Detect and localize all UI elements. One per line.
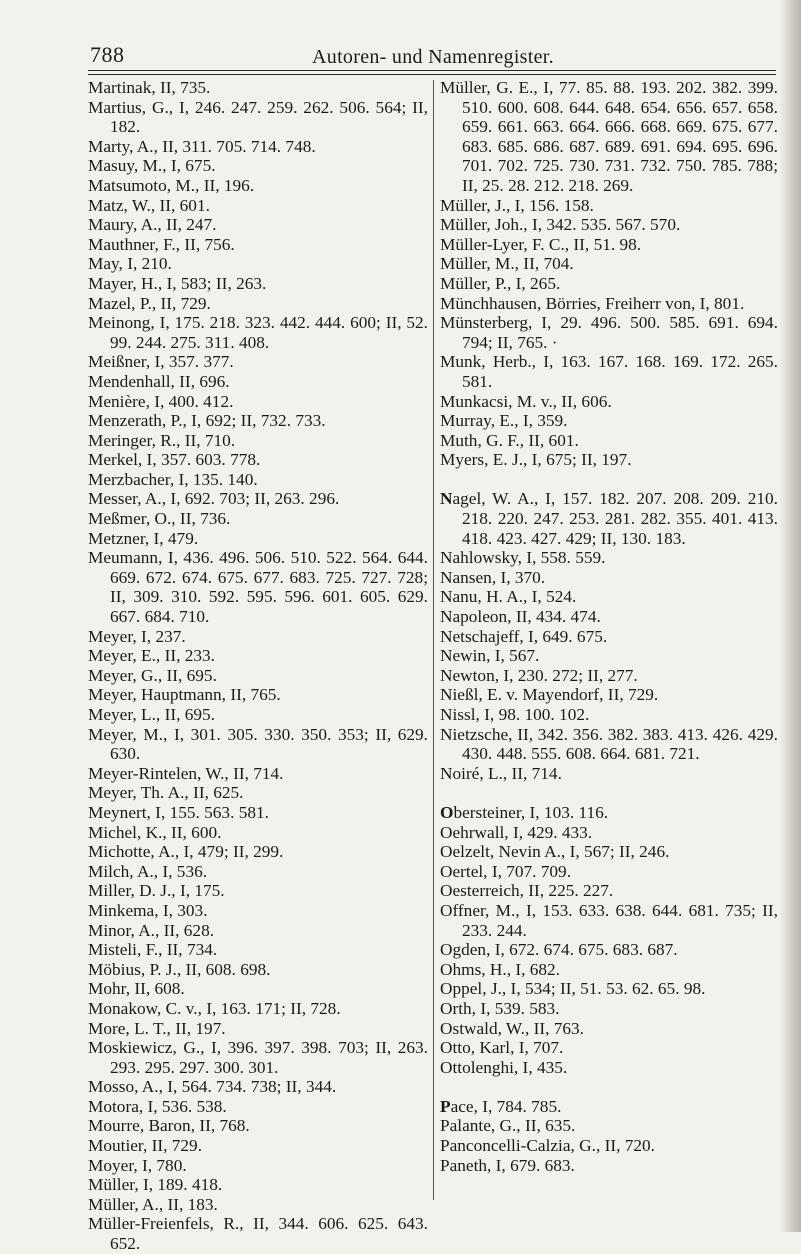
page-edge-shadow <box>779 0 801 1232</box>
group-gap <box>440 470 778 490</box>
index-entry: May, I, 210. <box>88 254 172 274</box>
index-entry: Murray, E., I, 359. <box>440 411 568 431</box>
index-entry: Moyer, I, 780. <box>88 1155 187 1175</box>
index-entry: Meßmer, O., II, 736. <box>88 509 231 529</box>
index-entry: Paneth, I, 679. 683. <box>440 1155 575 1175</box>
index-entry: Oertel, I, 707. 709. <box>440 861 572 881</box>
index-entry: Müller, I, 189. 418. <box>88 1175 223 1195</box>
index-entry: Nahlowsky, I, 558. 559. <box>440 548 606 568</box>
index-entry: Netschajeff, I, 649. 675. <box>440 626 608 646</box>
index-entry: Mendenhall, II, 696. <box>88 371 230 391</box>
index-entry: More, L. T., II, 197. <box>88 1018 226 1038</box>
index-entry: Meyer, M., I, 301. 305. 330. 350. 353; II, 629. 630. <box>88 724 428 764</box>
index-entry: Michotte, A., I, 479; II, 299. <box>88 842 284 862</box>
index-entry: Napoleon, II, 434. 474. <box>440 607 601 627</box>
index-entry: Minor, A., II, 628. <box>88 920 215 940</box>
index-entry: Ohms, H., I, 682. <box>440 959 561 979</box>
index-entry: Oesterreich, II, 225. 227. <box>440 881 614 901</box>
section-initial: P <box>440 1096 451 1116</box>
index-entry: Nissl, I, 98. 100. 102. <box>440 705 590 724</box>
index-entry: Merkel, I, 357. 603. 778. <box>88 450 261 470</box>
index-entry: Michel, K., II, 600. <box>88 822 222 842</box>
running-title: Autoren- und Namenregister. <box>312 46 554 68</box>
index-entry: Misteli, F., II, 734. <box>88 940 218 960</box>
index-column-left <box>88 78 428 1254</box>
index-entry: Munkacsi, M. v., II, 606. <box>440 391 612 411</box>
index-entry: Newin, I, 567. <box>440 646 540 666</box>
index-entry: Nagel, W. A., I, 157. 182. 207. 208. 209. 210. 218. 220. 247. 253. 281. 282. 355. 401. 413. 418. 423. 427. 429; II, 130. 183. <box>440 489 778 548</box>
index-entry: Oehrwall, I, 429. 433. <box>440 822 593 842</box>
index-entry: Meyer, G., II, 695. <box>88 665 217 685</box>
index-group-p <box>440 1097 778 1175</box>
index-entry: Panconcelli-Calzia, G., II, 720. <box>440 1136 655 1156</box>
index-entry: Müller, P., I, 265. <box>440 273 561 293</box>
index-entry: Nansen, I, 370. <box>440 567 546 587</box>
index-entry: Mourre, Baron, II, 768. <box>88 1116 250 1136</box>
index-entry: Matz, W., II, 601. <box>88 195 210 215</box>
index-entry: Nietzsche, II, 342. 356. 382. 383. 413. 426. 429. 430. 448. 555. 608. 664. 681. 721. <box>440 724 778 764</box>
index-entry: Messer, A., I, 692. 703; II, 263. 296. <box>88 489 340 509</box>
index-entry: Müller, A., II, 183. <box>88 1194 218 1214</box>
index-entry: Müller, Joh., I, 342. 535. 567. 570. <box>440 215 681 235</box>
index-entry: Mayer, H., I, 583; II, 263. <box>88 273 267 293</box>
index-entry: Mosso, A., I, 564. 734. 738; II, 344. <box>88 1077 337 1097</box>
index-entry: Menzerath, P., I, 692; II, 732. 733. <box>88 411 326 431</box>
index-entry: Palante, G., II, 635. <box>440 1116 576 1136</box>
group-gap <box>440 1077 778 1097</box>
index-entry: Müller, G. E., I, 77. 85. 88. 193. 202. 382. 399. 510. 600. 608. 644. 648. 654. 656. 657. 658. 659. 661. 663. 664. 666. 668. 669. 675. 677. 683. 685. 686. 687. 689. 691. 694. 695. 696. 701. 702. 725. 730. 731. 732. 750. 785. 788; II, 25. 28. 212. 218. 269. <box>440 78 778 195</box>
index-entry: Offner, M., I, 153. 633. 638. 644. 681. 735; II, 233. 244. <box>440 900 778 940</box>
index-entry: Mazel, P., II, 729. <box>88 293 211 313</box>
index-entry: Masuy, M., I, 675. <box>88 156 216 176</box>
index-entry: Moutier, II, 729. <box>88 1136 203 1156</box>
index-entry: Meyer-Rintelen, W., II, 714. <box>88 763 284 783</box>
index-entry: Mauthner, F., II, 756. <box>88 234 235 254</box>
index-entry: Metzner, I, 479. <box>88 528 199 548</box>
index-entry: Newton, I, 230. 272; II, 277. <box>440 665 638 685</box>
index-entry: Mohr, II, 608. <box>88 979 185 999</box>
section-initial: O <box>440 802 454 822</box>
index-entry: Meynert, I, 155. 563. 581. <box>88 802 269 822</box>
index-entry: Meyer, L., II, 695. <box>88 705 215 724</box>
index-entry: Noiré, L., II, 714. <box>440 763 562 783</box>
index-entry: Monakow, C. v., I, 163. 171; II, 728. <box>88 998 341 1018</box>
index-entry: Munk, Herb., I, 163. 167. 168. 169. 172. 265. 581. <box>440 352 778 391</box>
index-entry: Oppel, J., I, 534; II, 51. 53. 62. 65. 98. <box>440 979 706 999</box>
index-entry: Meyer, Hauptmann, II, 765. <box>88 685 281 705</box>
index-entry: Myers, E. J., I, 675; II, 197. <box>440 450 632 470</box>
index-entry: Otto, Karl, I, 707. <box>440 1038 564 1058</box>
index-group-m <box>440 78 778 470</box>
index-group-n <box>440 489 778 783</box>
index-entry: Müller-Freienfels, R., II, 344. 606. 625. 643. 652. <box>88 1214 428 1254</box>
index-entry: Münsterberg, I, 29. 496. 500. 585. 691. 694. 794; II, 765. · <box>440 313 778 352</box>
index-entry: Menière, I, 400. 412. <box>88 391 234 411</box>
index-entry: Meyer, I, 237. <box>88 626 186 646</box>
index-group-o <box>440 803 778 1077</box>
index-entry: Motora, I, 536. 538. <box>88 1096 227 1116</box>
index-entry: Meyer, E., II, 233. <box>88 646 215 666</box>
index-entry: Miller, D. J., I, 175. <box>88 881 225 901</box>
index-entry: Münchhausen, Börries, Freiherr von, I, 801. <box>440 293 745 313</box>
index-entry: Müller, J., I, 156. 158. <box>440 195 594 215</box>
column-divider <box>433 80 434 1200</box>
index-entry: Ottolenghi, I, 435. <box>440 1057 568 1077</box>
index-entry: Ostwald, W., II, 763. <box>440 1018 585 1038</box>
index-entry: Marty, A., II, 311. 705. 714. 748. <box>88 136 316 156</box>
index-entry: Möbius, P. J., II, 608. 698. <box>88 959 271 979</box>
index-entry: Obersteiner, I, 103. 116. <box>440 802 609 822</box>
group-gap <box>440 783 778 803</box>
index-entry: Muth, G. F., II, 601. <box>440 430 579 450</box>
index-entry: Ogden, I, 672. 674. 675. 683. 687. <box>440 940 678 960</box>
index-entry: Meißner, I, 357. 377. <box>88 352 234 372</box>
index-entry: Meringer, R., II, 710. <box>88 430 236 450</box>
index-entry: Matsumoto, M., II, 196. <box>88 175 255 195</box>
page-number: 788 <box>90 42 125 67</box>
index-entry: Meumann, I, 436. 496. 506. 510. 522. 564. 644. 669. 672. 674. 675. 677. 683. 725. 727. 728; II, 309. 310. 592. 595. 596. 601. 605. 629. 667. 684. 710. <box>88 548 428 627</box>
index-entry: Martius, G., I, 246. 247. 259. 262. 506. 564; II, 182. <box>88 97 428 137</box>
index-entry: Meyer, Th. A., II, 625. <box>88 783 244 803</box>
index-entry: Orth, I, 539. 583. <box>440 998 560 1018</box>
index-entry: Nanu, H. A., I, 524. <box>440 587 577 607</box>
section-initial: N <box>440 489 453 509</box>
index-entry: Oelzelt, Nevin A., I, 567; II, 246. <box>440 842 670 862</box>
index-entry: Maury, A., II, 247. <box>88 215 217 235</box>
header-rule <box>88 70 776 75</box>
index-entry: Nießl, E. v. Mayendorf, II, 729. <box>440 685 659 705</box>
index-entry: Minkema, I, 303. <box>88 900 208 920</box>
index-entry: Merzbacher, I, 135. 140. <box>88 469 258 489</box>
page-header <box>88 42 778 70</box>
index-column-right <box>440 78 778 1175</box>
index-entry: Müller, M., II, 704. <box>440 254 574 274</box>
index-entry: Martinak, II, 735. <box>88 78 211 97</box>
index-entry: Müller-Lyer, F. C., II, 51. 98. <box>440 234 642 254</box>
index-entry: Milch, A., I, 536. <box>88 861 208 881</box>
index-entry: Pace, I, 784. 785. <box>440 1096 562 1116</box>
index-entry: Moskiewicz, G., I, 396. 397. 398. 703; II, 263. 293. 295. 297. 300. 301. <box>88 1038 428 1077</box>
index-entry: Meinong, I, 175. 218. 323. 442. 444. 600; II, 52. 99. 244. 275. 311. 408. <box>88 313 428 352</box>
